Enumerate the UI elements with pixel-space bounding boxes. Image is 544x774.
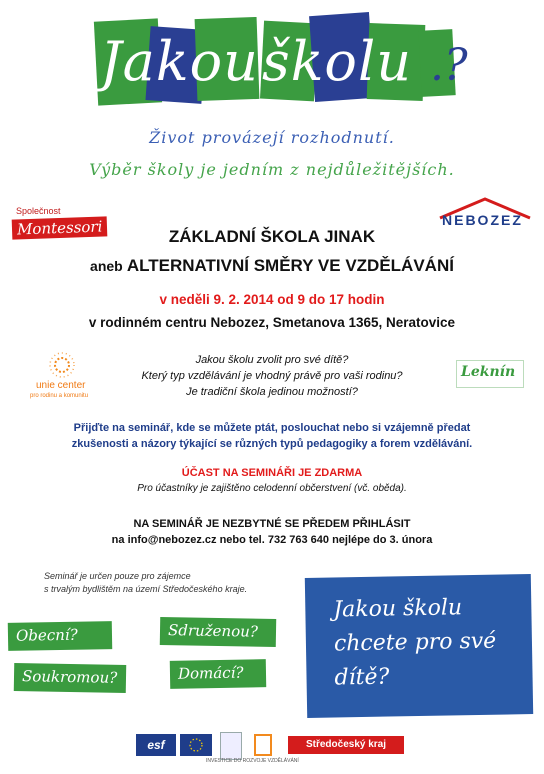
headline-line1: ZÁKLADNÍ ŠKOLA JINAK [168, 227, 376, 246]
event-place: v rodinném centru Nebozez, Smetanova 1365, Neratovice [88, 315, 456, 330]
footer-caption: INVESTICE DO ROZVOJE VZDĚLÁVÁNÍ [206, 758, 299, 764]
eligibility-note [44, 570, 247, 596]
title-word-jakou: Jakou [100, 30, 259, 93]
montessori-logo-top: Společnost [16, 206, 61, 216]
registration-contact: na info@nebozez.cz nebo tel. 732 763 640 nejlépe do 3. února [111, 534, 433, 546]
headline-line2 [0, 256, 544, 276]
unie-center-name: unie center [36, 380, 86, 391]
invite-text [0, 420, 544, 452]
montessori-logo-main: Montessori [12, 216, 108, 239]
blue-box-text [333, 591, 497, 696]
question-item: Je tradiční škola jedinou možností? [186, 386, 358, 398]
blue-box-line2: chcete pro své [333, 628, 497, 657]
footer-logos [136, 730, 404, 764]
invite-line2: zkušenosti a názory týkající se různých typů pedagogiky a forem vzdělávání. [71, 438, 473, 450]
tag-obecni: Obecní? [8, 621, 112, 651]
event-date: v neděli 9. 2. 2014 od 9 do 17 hodin [159, 292, 385, 307]
eu-flag-icon [180, 734, 212, 756]
tag-domaci: Domácí? [170, 659, 266, 689]
free-headline: ÚČAST NA SEMINÁŘI JE ZDARMA [181, 467, 363, 479]
title-word-skolu: školu [262, 30, 412, 93]
tagline-line1: Život provázejí rozhodnutí. [149, 128, 395, 147]
headline-line2-main: ALTERNATIVNÍ SMĚRY VE VZDĚLÁVÁNÍ [126, 256, 454, 275]
free-note: Pro účastníky je zajištěno celodenní občerstvení (vč. oběda). [137, 483, 407, 494]
msmt-logo-icon [220, 732, 242, 760]
title-question-mark: .? [430, 40, 468, 91]
registration-headline: NA SEMINÁŘ JE NEZBYTNÉ SE PŘEDEM PŘIHLÁSIT [133, 518, 411, 530]
leknin-logo [456, 360, 524, 388]
tagline-line2: Výběr školy je jedním z nejdůležitějších. [89, 160, 455, 179]
invite-line1: Přijďte na seminář, kde se můžete ptát, poslouchat nebo si vzájemně předat [73, 422, 471, 434]
unie-center-sub: pro rodinu a komunitu [30, 393, 89, 399]
tag-soukromou: Soukromou? [14, 663, 126, 693]
op-logo-icon [254, 734, 272, 756]
stredocesky-kraj-logo: Středočeský kraj [288, 736, 404, 754]
nebozez-logo-text: NEBOZEZ [442, 212, 523, 228]
esf-logo: esf [136, 734, 176, 756]
tag-sdruzenou: Sdruženou? [160, 617, 276, 647]
leknin-logo-text: Leknín [461, 364, 516, 380]
headline-line2-prefix: aneb [90, 258, 123, 274]
blue-box-line1: Jakou školu [333, 595, 463, 623]
blue-box-line3: dítě? [334, 664, 390, 691]
question-item: Jakou školu zvolit pro své dítě? [195, 354, 349, 366]
eligibility-line1: Seminář je určen pouze pro zájemce [44, 571, 191, 581]
blue-question-box [305, 574, 533, 718]
eligibility-line2: s trvalým bydlištěm na území Středočeského kraje. [44, 584, 248, 594]
question-item: Který typ vzdělávání je vhodný právě pro vaši rodinu? [141, 370, 403, 382]
